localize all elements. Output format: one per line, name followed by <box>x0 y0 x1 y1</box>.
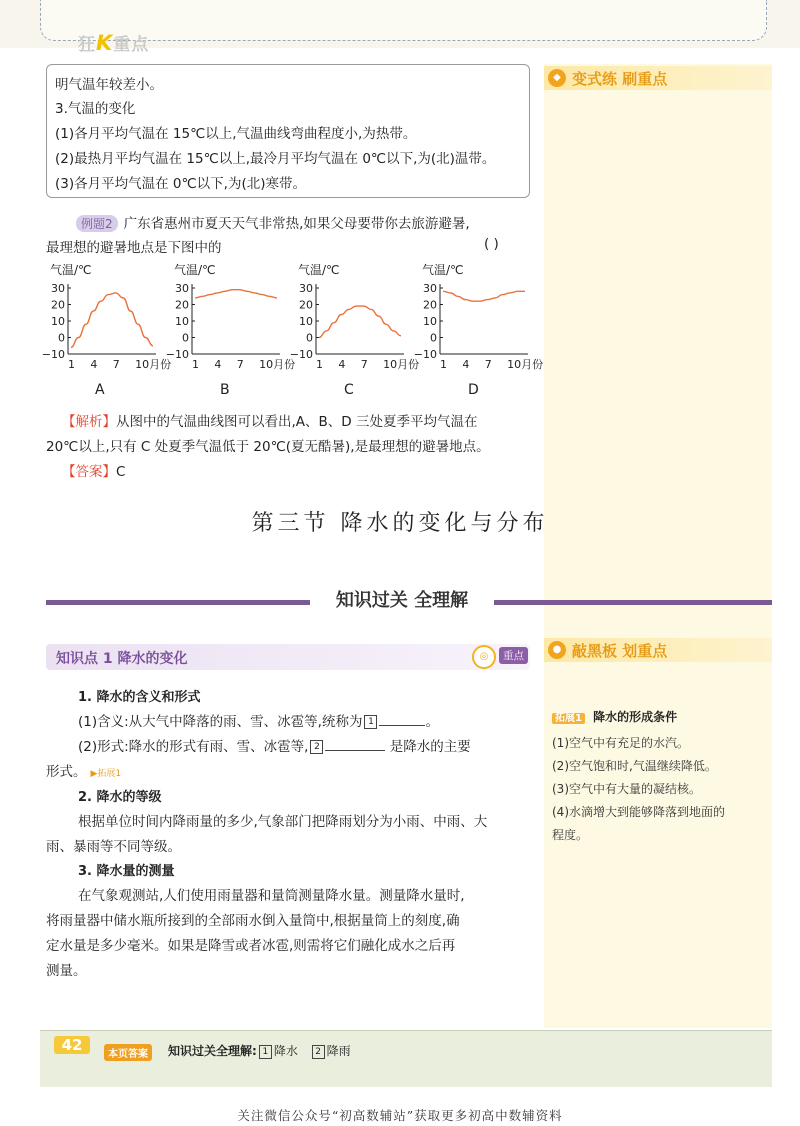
chart-y-tick-label: 0 <box>58 331 65 345</box>
chart-x-tick-label: 7 <box>484 358 492 371</box>
chart-x-tick-label: 10月份 <box>135 358 172 371</box>
chart-a <box>41 262 172 372</box>
chart-y-tick-label: 0 <box>182 331 189 345</box>
chart-y-tick-label: −10 <box>165 348 189 361</box>
analysis-line-1: 【解析】从图中的气温曲线图可以看出,A、B、D 三处夏季平均气温在 <box>62 414 478 430</box>
extension-list <box>552 732 725 847</box>
chart-x-tick-label: 1 <box>440 358 447 371</box>
subheading-levels: 2. 降水的等级 <box>78 790 162 805</box>
practice-icon: ◆ <box>548 69 566 87</box>
chart-temperature-curve <box>443 291 525 301</box>
side-column <box>544 64 772 1028</box>
blackboard-icon: ● <box>548 641 566 659</box>
chart-c <box>289 262 420 372</box>
analysis-line-2: 20℃以上,只有 C 处夏季气温低于 20℃(夏无酷暑),是最理想的避暑地点。 <box>46 439 490 455</box>
chart-x-tick-label: 4 <box>462 358 470 371</box>
subheading-measure: 3. 降水量的测量 <box>78 864 175 879</box>
measure-line-3: 定水量是多少毫米。如果是降雪或者冰雹,则需将它们融化成水之后再 <box>46 938 456 954</box>
chart-y-tick-label: −10 <box>413 348 437 361</box>
extension-item: 程度。 <box>552 828 589 842</box>
chart-y-tick-label: 30 <box>423 282 437 295</box>
chart-letter: C <box>344 382 354 398</box>
page-number: 42 <box>54 1036 90 1054</box>
chart-letter: A <box>95 382 105 398</box>
chart-ylabel: 气温/℃ <box>174 263 216 277</box>
chart-y-tick-label: 10 <box>51 315 65 328</box>
chart-y-tick-label: 30 <box>299 282 313 295</box>
subheading-meaning: 1. 降水的含义和形式 <box>78 690 201 705</box>
example-badge: 例题2 <box>76 215 118 232</box>
divider-right <box>494 600 772 605</box>
chart-x-tick-label: 4 <box>90 358 98 371</box>
chart-x-tick-label: 7 <box>112 358 120 371</box>
example-line-1: 例题2 广东省惠州市夏天天气非常热,如果父母要带你去旅游避暑, <box>76 212 470 232</box>
summary-line: 3.气温的变化 <box>55 101 136 117</box>
chart-x-tick-label: 4 <box>214 358 222 371</box>
chart-letter: D <box>468 382 479 398</box>
chart-y-tick-label: 20 <box>175 298 189 312</box>
chart-y-tick-label: 0 <box>306 331 313 345</box>
answer-badge: 本页答案 <box>104 1044 152 1061</box>
chart-y-tick-label: 20 <box>299 298 313 312</box>
summary-line: (2)最热月平均气温在 15℃以上,最冷月平均气温在 0℃以下,为(北)温带。 <box>55 151 496 167</box>
measure-line-1: 在气象观测站,人们使用雨量器和量筒测量降水量。测量降水量时, <box>78 888 465 904</box>
chart-y-tick-label: −10 <box>289 348 313 361</box>
extension-title: 拓展1 降水的形成条件 <box>552 708 677 725</box>
side-head-practice: ◆ 变式练 刷重点 <box>544 66 772 90</box>
chart-temperature-curve <box>71 293 153 348</box>
chart-y-tick-label: 10 <box>175 315 189 328</box>
brand-logo: 狂K重点 <box>78 31 150 55</box>
summary-line: 明气温年较差小。 <box>55 77 163 93</box>
example-line-2: 最理想的避暑地点是下图中的 <box>46 240 222 256</box>
chart-ylabel: 气温/℃ <box>50 263 92 277</box>
chart-x-tick-label: 7 <box>236 358 244 371</box>
chart-y-tick-label: 0 <box>430 331 437 345</box>
extension-item: (4)水滴增大到能够降落到地面的 <box>552 805 725 819</box>
measure-line-4: 测量。 <box>46 963 87 979</box>
chart-x-tick-label: 7 <box>360 358 368 371</box>
target-icon: ◎ <box>472 645 496 669</box>
chart-b <box>165 262 296 372</box>
knowledge-point-header: 知识点 1 降水的变化 ◎ 重点 <box>46 644 530 670</box>
chart-x-tick-label: 1 <box>316 358 323 371</box>
extension-item: (2)空气饱和时,气温继续降低。 <box>552 759 717 773</box>
section-title: 第三节 降水的变化与分布 <box>251 511 549 536</box>
footer-note: 关注微信公众号“初高数辅站”获取更多初高中数辅资料 <box>237 1108 563 1123</box>
answer-line: 【答案】C <box>62 464 126 480</box>
answer-paren: ( ) <box>484 236 499 252</box>
chart-ylabel: 气温/℃ <box>422 263 464 277</box>
summary-line: (3)各月平均气温在 0℃以下,为(北)寒带。 <box>55 176 306 192</box>
chart-y-tick-label: 30 <box>51 282 65 295</box>
chart-x-tick-label: 4 <box>338 358 346 371</box>
side-head-key: ● 敲黑板 划重点 <box>544 638 772 662</box>
levels-line-1: 根据单位时间内降雨量的多少,气象部门把降雨划分为小雨、中雨、大 <box>78 814 488 830</box>
levels-line-2: 雨、暴雨等不同等级。 <box>46 839 181 855</box>
extension-link[interactable]: ▶拓展1 <box>90 769 122 779</box>
chart-x-tick-label: 1 <box>192 358 199 371</box>
chart-ylabel: 气温/℃ <box>298 263 340 277</box>
extension-item: (3)空气中有大量的凝结核。 <box>552 782 701 796</box>
summary-line: (1)各月平均气温在 15℃以上,气温曲线弯曲程度小,为热带。 <box>55 126 417 142</box>
chart-y-tick-label: 10 <box>299 315 313 328</box>
page-answers: 知识过关全理解: 1 降水 2 降雨 <box>168 1044 351 1058</box>
summary-box <box>46 64 530 198</box>
chart-y-tick-label: 10 <box>423 315 437 328</box>
form-line-2: 形式。 ▶拓展1 <box>46 764 122 780</box>
chart-x-tick-label: 10月份 <box>259 358 296 371</box>
definition-line: (1)含义:从大气中降落的雨、雪、冰雹等,统称为 1 。 <box>78 714 439 730</box>
knowledge-band-title: 知识过关 全理解 <box>335 590 469 611</box>
key-badge: 重点 <box>499 647 528 664</box>
divider-left <box>46 600 310 605</box>
chart-letter: B <box>220 382 230 398</box>
chart-x-tick-label: 1 <box>68 358 75 371</box>
chart-y-tick-label: −10 <box>41 348 65 361</box>
chart-y-tick-label: 20 <box>51 298 65 312</box>
chart-y-tick-label: 20 <box>423 298 437 312</box>
extension-item: (1)空气中有充足的水汽。 <box>552 736 689 750</box>
chart-temperature-curve <box>319 306 401 337</box>
form-line: (2)形式:降水的形式有雨、雪、冰雹等, 2 是降水的主要 <box>78 739 471 755</box>
chart-temperature-curve <box>195 290 277 298</box>
chart-y-tick-label: 30 <box>175 282 189 295</box>
chart-x-tick-label: 10月份 <box>383 358 420 371</box>
measure-line-2: 将雨量器中储水瓶所接到的全部雨水倒入量筒中,根据量筒上的刻度,确 <box>46 913 460 929</box>
chart-d <box>413 262 544 372</box>
chart-x-tick-label: 10月份 <box>507 358 544 371</box>
